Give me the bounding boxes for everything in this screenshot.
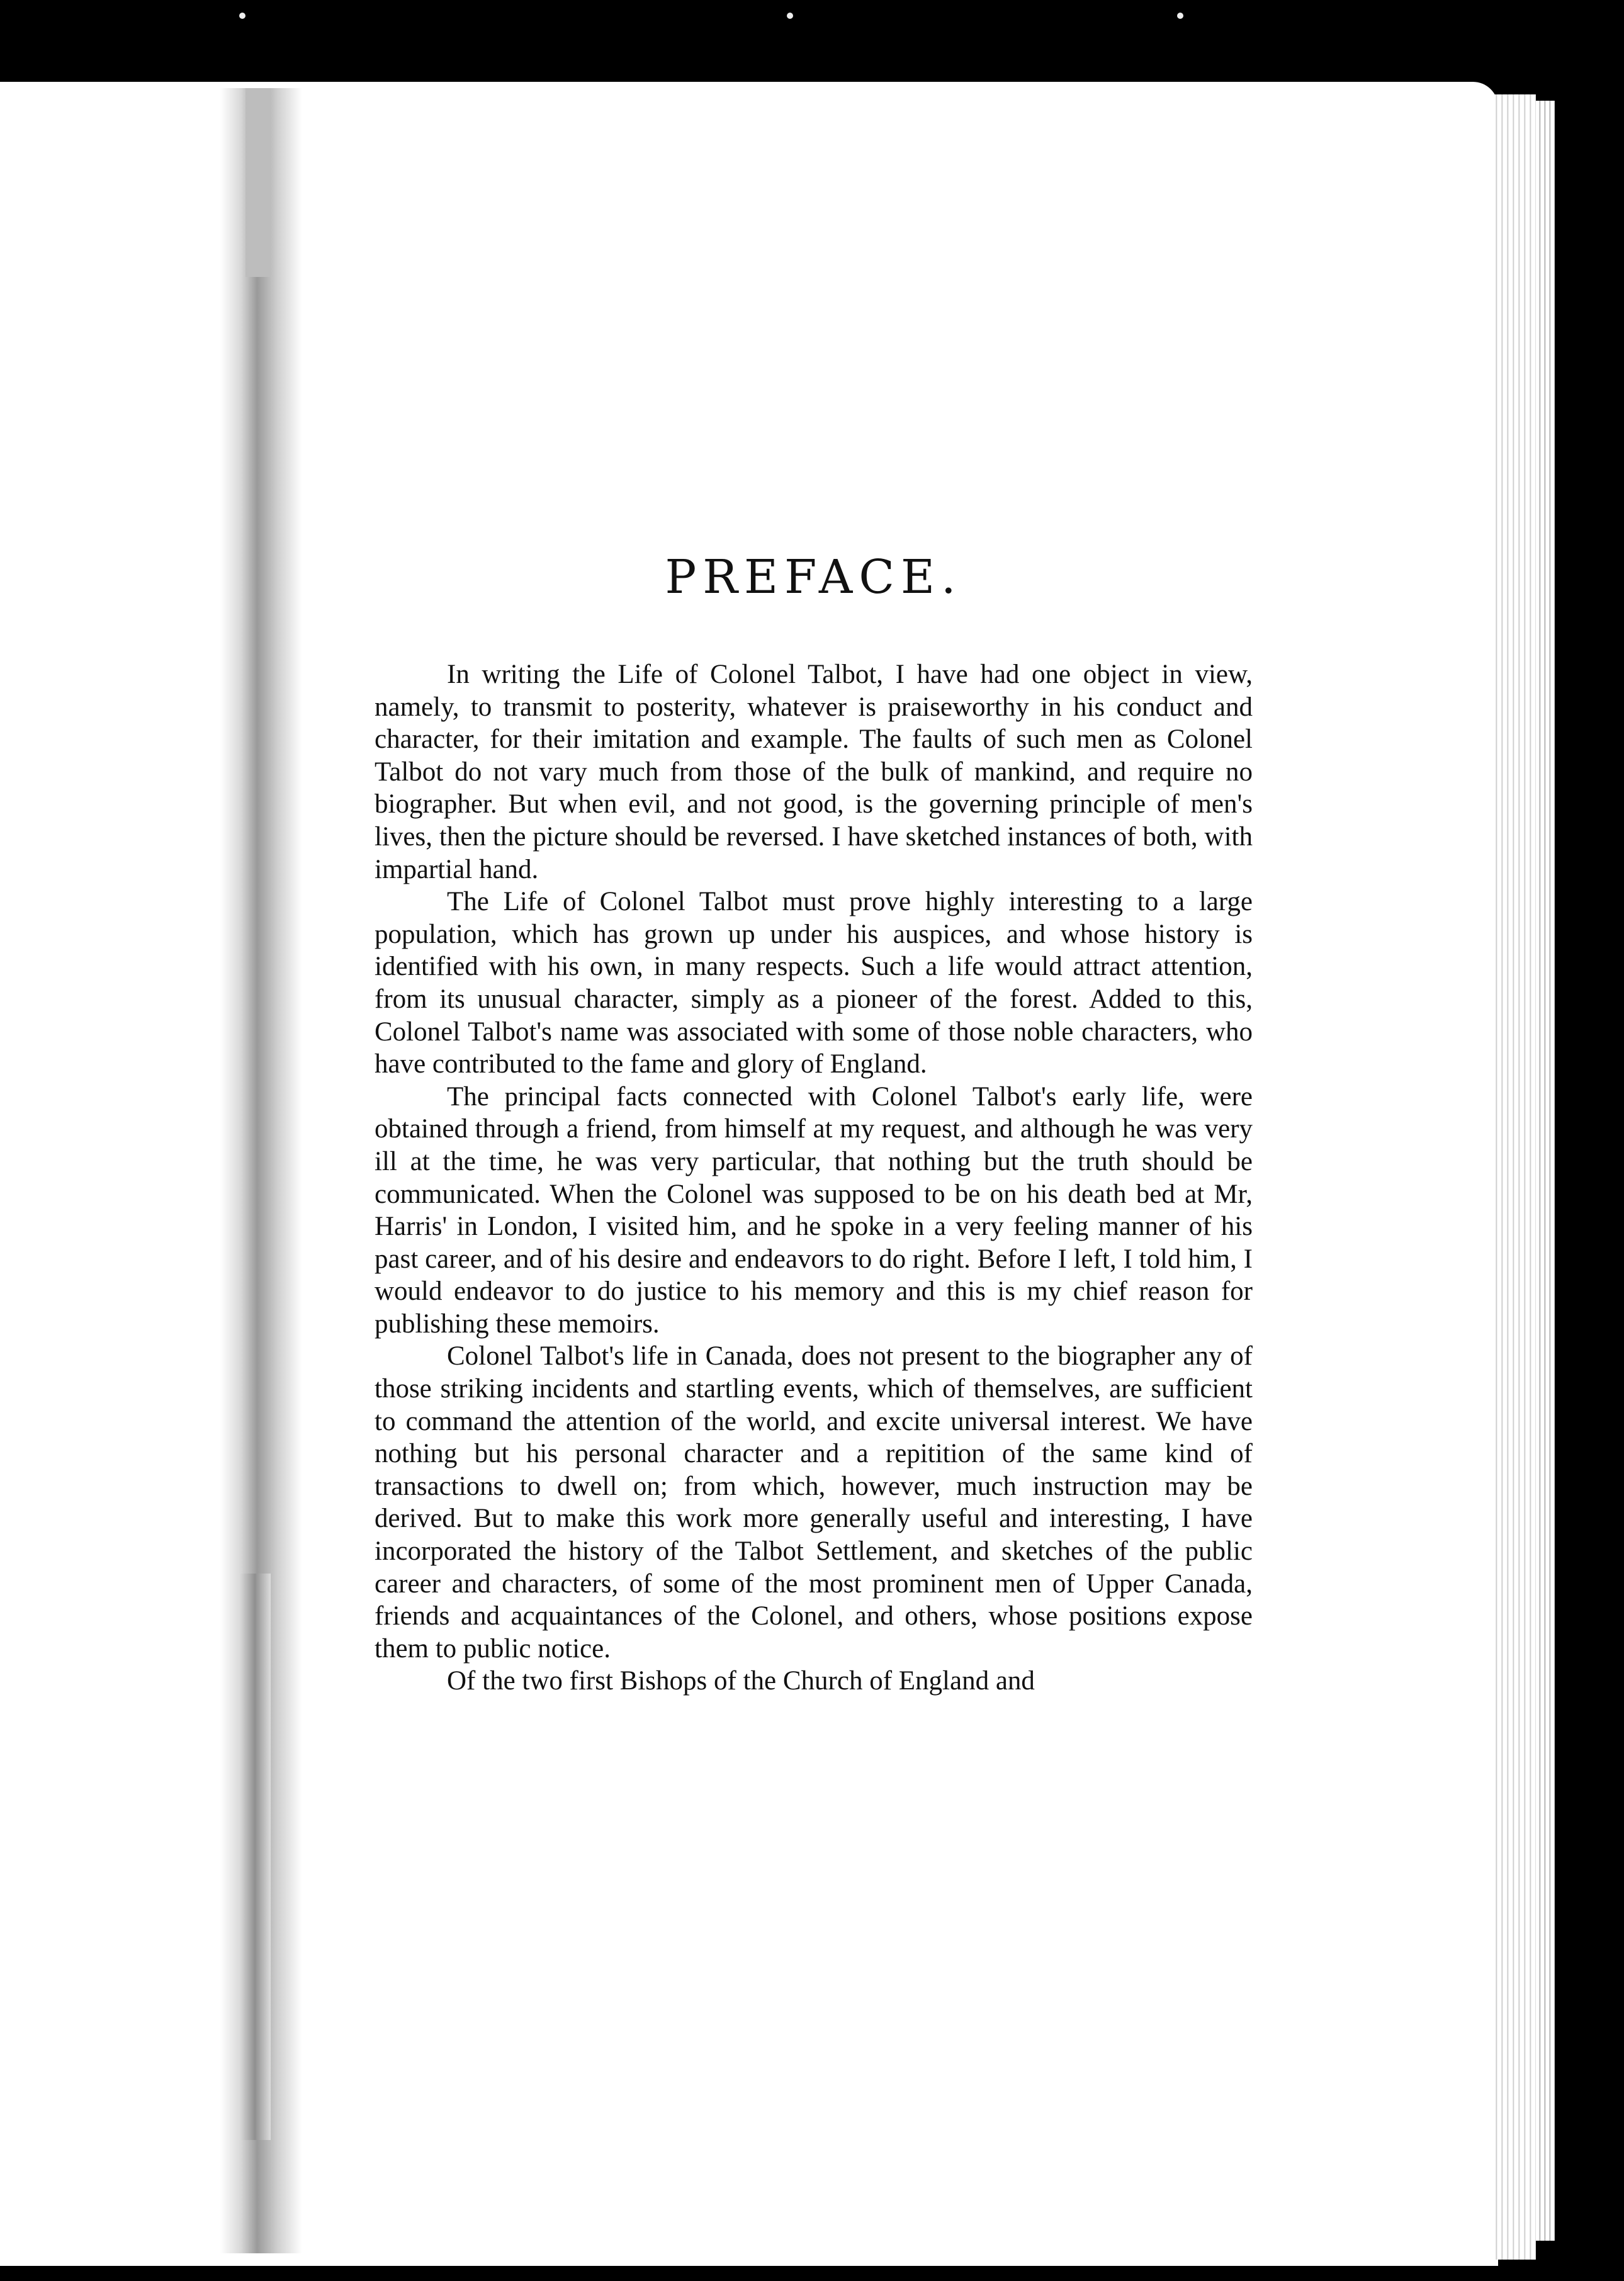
paragraph: In writing the Life of Colonel Talbot, I have had one object in view, namely, to transmit to posterity, whatever is praiseworthy in his conduct and character, for their imitation and example. The faults of such men as Colonel Talbot do not vary much from those of the bulk of mankind, and require no biographer. But when evil, and not good, is the governing principle of men's lives, then the picture should be reversed. I have sketched instances of both, with impartial hand. (375, 660, 1253, 884)
paragraph: The principal facts connected with Colonel Talbot's early life, were obtained through a friend, from himself at my request, and although he was very ill at the time, he was very particular, that nothing but the truth should be communicated. When the Colonel was supposed to be on his death bed at Mr, Harris' in London, I visited him, and he spoke in a very feeling manner of his past career, and of his desire and endeavors to do right. Before I left, I told him, I would endeavor to do justice to his memory and this is my chief reason for publishing these memoirs. (375, 1081, 1253, 1339)
page-fore-edge (1492, 94, 1536, 2260)
page-title: PREFACE. (665, 550, 962, 604)
paragraph-continued: Of the two first Bishops of the Church of England and (447, 1666, 1035, 1696)
gutter-shadow (245, 88, 271, 277)
gutter-shadow (239, 1574, 271, 2140)
page-text-block (375, 550, 1253, 1698)
scan-speck (239, 13, 245, 19)
scan-speck (787, 13, 793, 19)
paragraph: The Life of Colonel Talbot must prove highly interesting to a large population, which has grown up under his auspices, and whose history is identified with his own, in many respects. Such a life would attract attention, from its unusual character, simply as a pioneer of the forest. Added to this, Colonel Talbot's name was associated with some of those noble characters, who have contributed to the fame and glory of England. (375, 887, 1253, 1079)
paragraph: Colonel Talbot's life in Canada, does not present to the biographer any of those striking incidents and startling events, which of themselves, are sufficient to command the attention of the world, and excite universal interest. We have nothing but his personal character and a repitition of the same kind of transactions to dwell on; from which, however, much instruction may be derived. But to make this work more generally useful and interesting, I have incorporated the history of the Talbot Settlement, and sketches of the public career and characters, of some of the most prominent men of Upper Canada, friends and acquaintances of the Colonel, and others, whose positions expose them to public notice. (375, 1341, 1253, 1664)
page-fore-edge-outer (1536, 101, 1555, 2241)
scan-speck (1177, 13, 1183, 19)
